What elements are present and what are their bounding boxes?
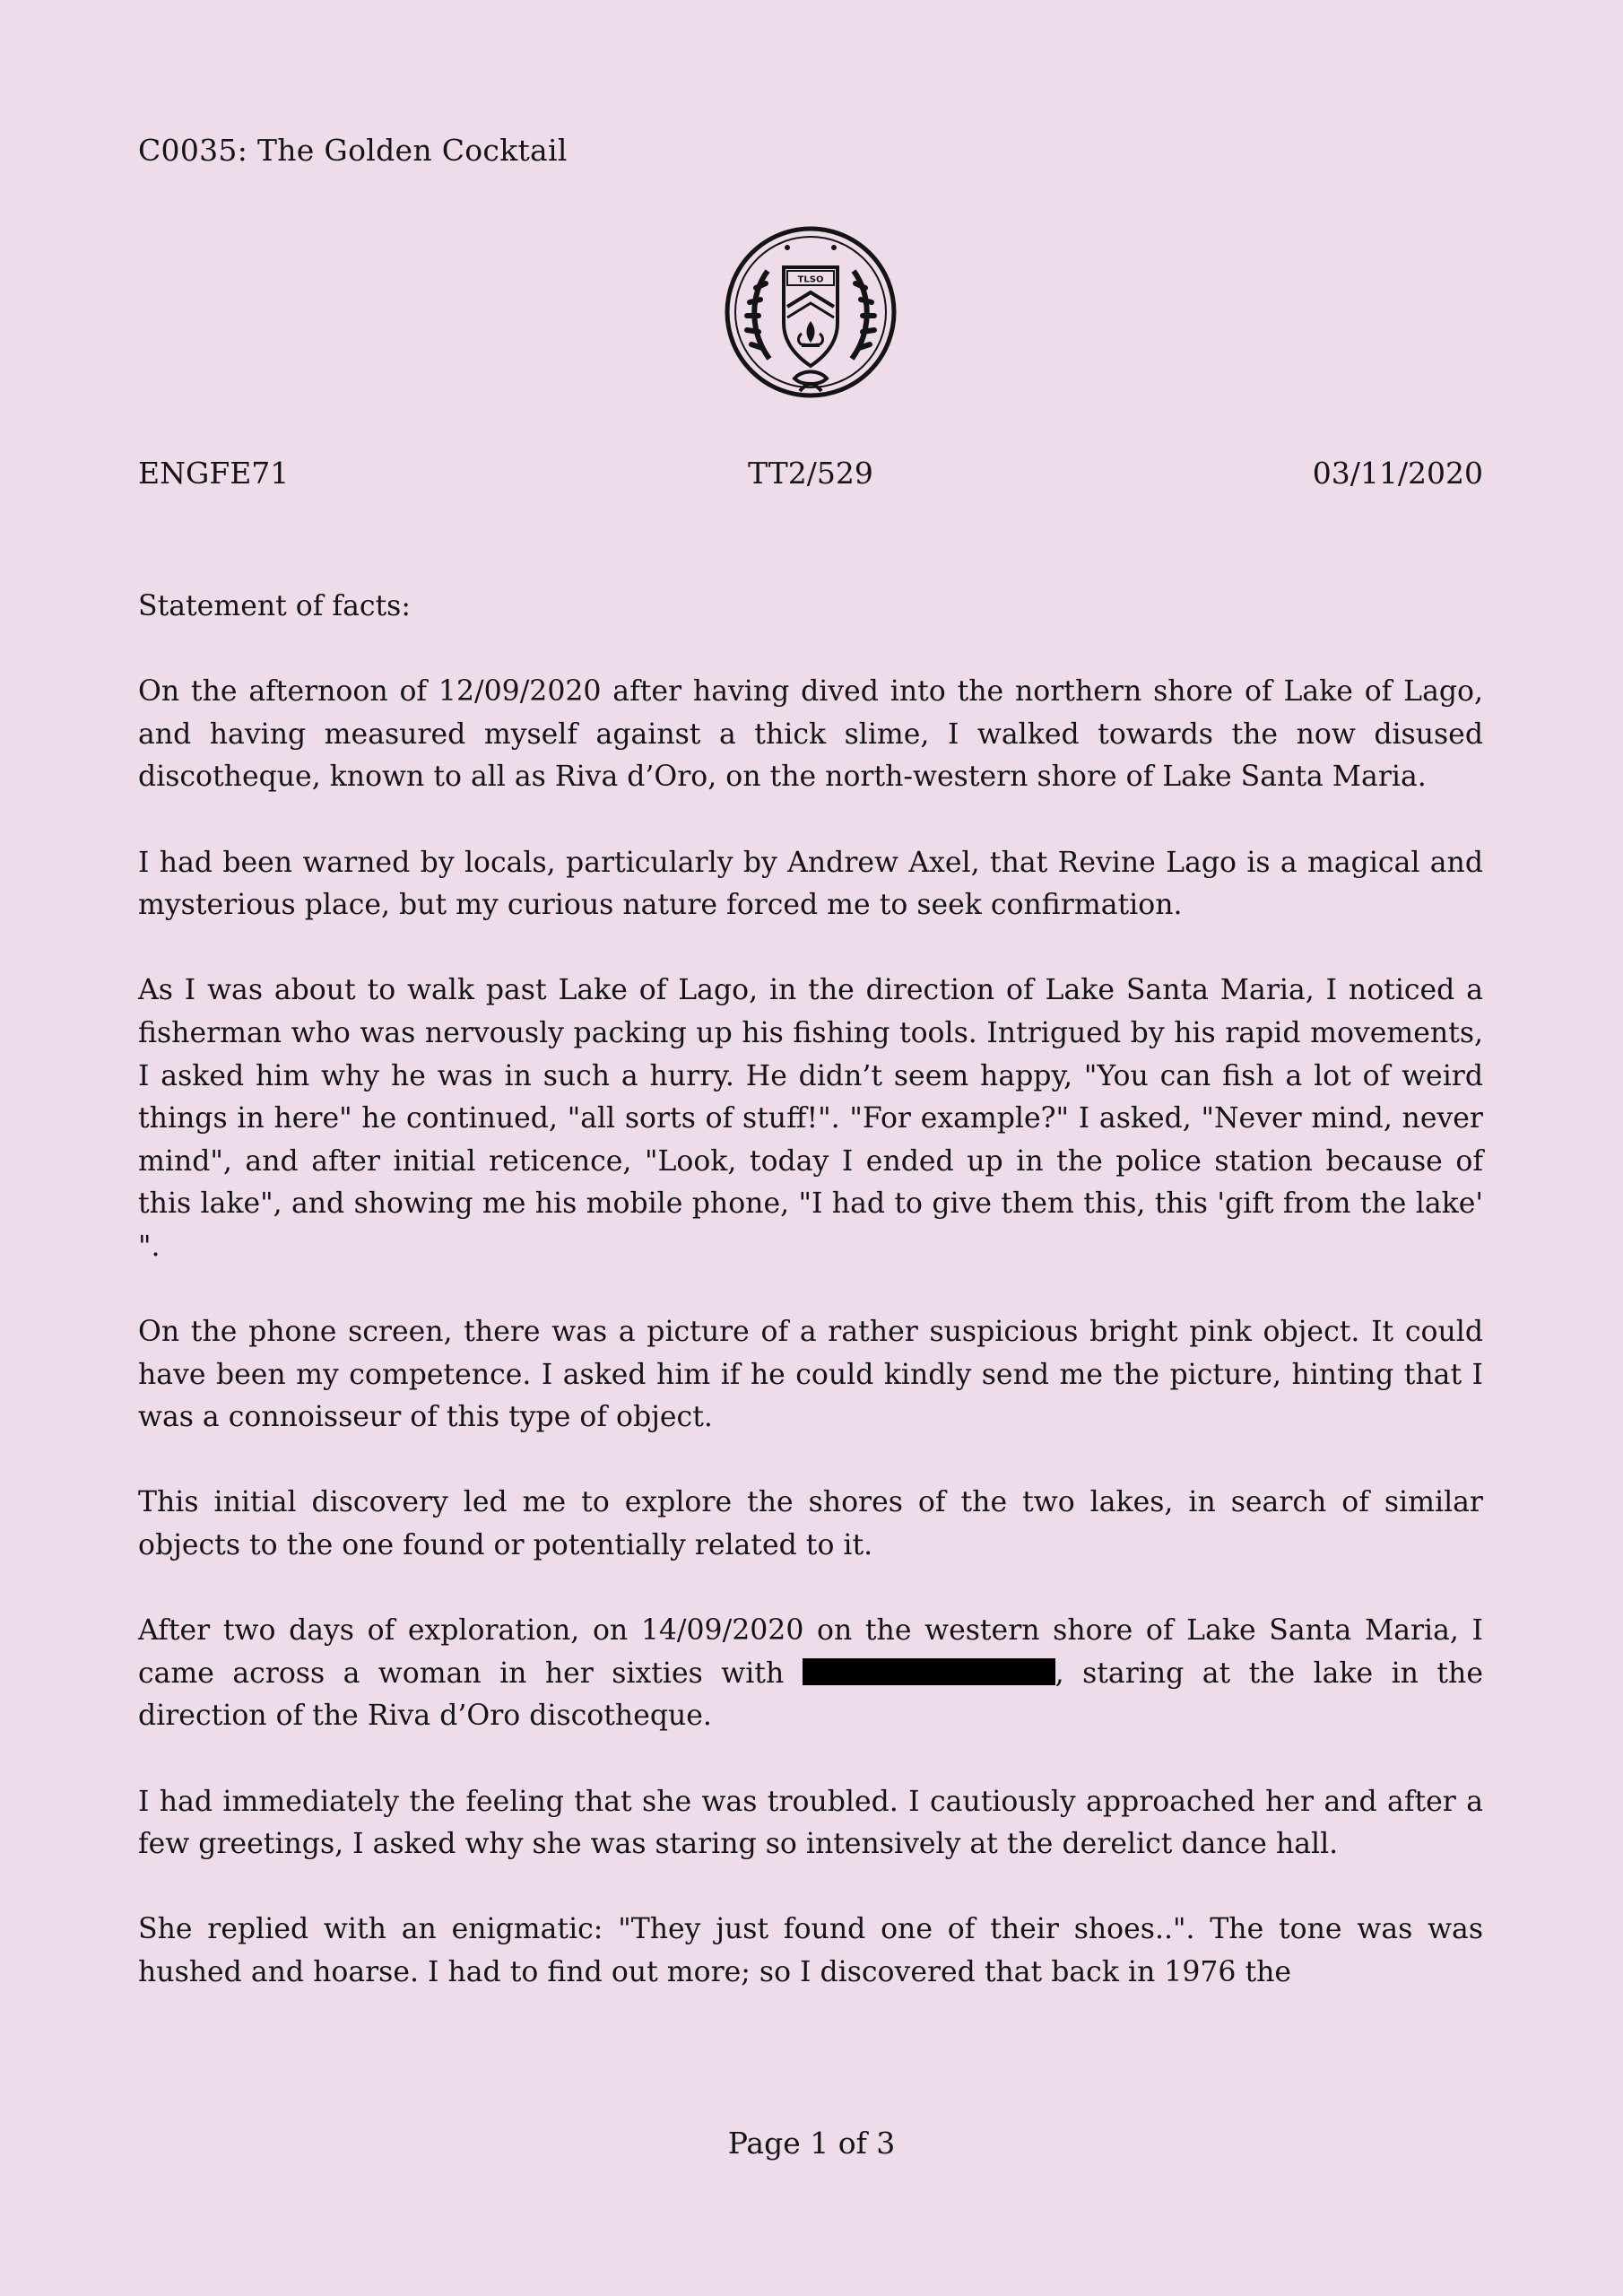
paragraph: On the phone screen, there was a picture of a rather suspicious bright pink object. It could have been my competence. I asked him if he could kindly send me the picture, hinting that I was a connoisseur of this type of object. <box>138 1316 1483 1434</box>
paragraph-with-redaction <box>138 1610 1483 1738</box>
document-code-title: C0035: The Golden Cocktail <box>138 133 568 168</box>
statement-body <box>138 586 1483 2037</box>
seal-text: TLSO <box>797 274 824 285</box>
reference-number: TT2/529 <box>748 456 873 491</box>
paragraph: I had immediately the feeling that she was troubled. I cautiously approached her and after a few greetings, I asked why she was staring so intensively at the derelict dance hall. <box>138 1785 1483 1861</box>
paragraph: This initial discovery led me to explore the shores of the two lakes, in search of similar objects to the one found or potentially related to it. <box>138 1486 1483 1562</box>
paragraph: On the afternoon of 12/09/2020 after having dived into the northern shore of Lake of Lago, and having measured myself against a thick slime, I walked towards the now disused discotheque, known to all as Riva d’Oro, on the north-western shore of Lake Santa Maria. <box>138 675 1483 794</box>
reference-code: ENGFE71 <box>138 456 290 491</box>
paragraph-text-before: After two days of exploration, on 14/09/2020 on the western shore of Lake Santa Maria, I came across a woman in her sixties with <box>138 1614 1483 1690</box>
paragraph-text-after: , staring at the lake in the direction of the Riva d’Oro discotheque. <box>138 1657 1483 1733</box>
paragraph: As I was about to walk past Lake of Lago, in the direction of Lake Santa Maria, I noticed a fisherman who was nervously packing up his fishing tools. Intrigued by his rapid movements, I asked him why he was in such a hurry. He didn’t seem happy, "You can fish a lot of weird things in here" he continued, "all sorts of stuff!". "For example?" I asked, "Never mind, never mind", and after initial reticence, "Look, today I ended up in the police station because of this lake", and showing me his mobile phone, "I had to give them this, this 'gift from the lake' ". <box>138 974 1483 1263</box>
document-date: 03/11/2020 <box>1312 456 1483 491</box>
reference-row <box>138 456 1483 495</box>
crest-seal-icon <box>723 224 898 407</box>
statement-heading: Statement of facts: <box>138 590 411 622</box>
redaction-bar <box>803 1658 1055 1685</box>
page-number: Page 1 of 3 <box>727 2126 896 2161</box>
paragraph: I had been warned by locals, particularly by Andrew Axel, that Revine Lago is a magical and mysterious place, but my curious nature forced me to seek confirmation. <box>138 846 1483 922</box>
paragraph: She replied with an enigmatic: "They just found one of their shoes..". The tone was was hushed and hoarse. I had to find out more; so I discovered that back in 1976 the <box>138 1913 1483 1988</box>
